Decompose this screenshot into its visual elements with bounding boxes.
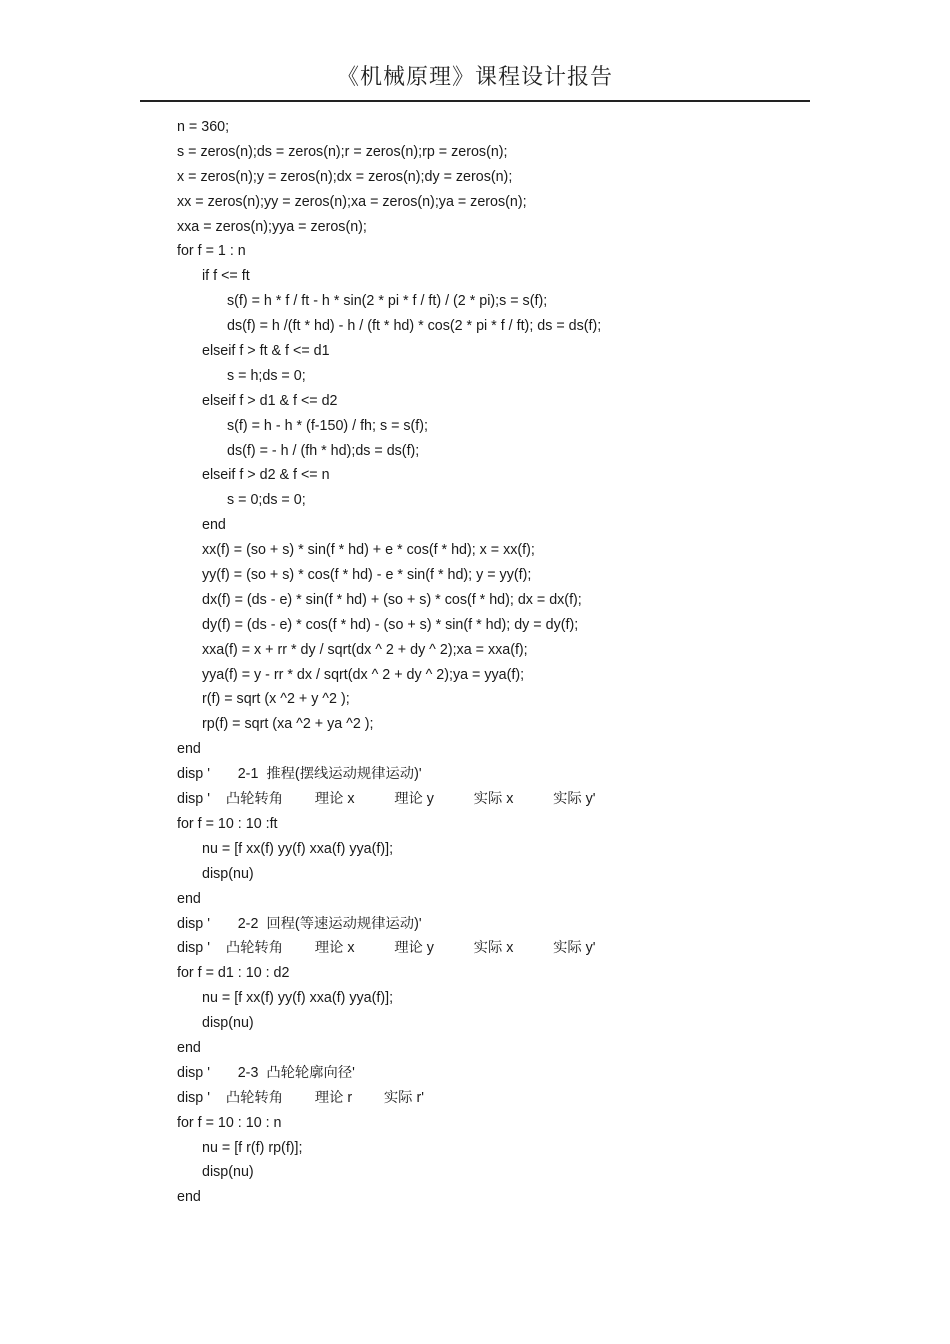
code-line: disp ' 2-1 推程(摆线运动规律运动)': [177, 766, 422, 783]
code-line: end: [177, 741, 201, 758]
code-line: s = h;ds = 0;: [227, 367, 306, 384]
code-line: elseif f > d1 & f <= d2: [202, 392, 338, 409]
code-line: disp ' 2-2 回程(等速运动规律运动)': [177, 915, 422, 932]
code-line: xxa(f) = x + rr * dy / sqrt(dx ^ 2 + dy ^ 2);xa = xxa(f);: [202, 641, 528, 658]
code-line: disp ' 凸轮转角 理论 r 实际 r': [177, 1089, 424, 1106]
code-line: xxa = zeros(n);yya = zeros(n);: [177, 218, 367, 235]
code-line: s = 0;ds = 0;: [227, 492, 306, 509]
code-line: r(f) = sqrt (x ^2 + y ^2 );: [202, 691, 350, 708]
code-line: disp ' 凸轮转角 理论 x 理论 y 实际 x 实际 y': [177, 791, 596, 808]
code-line: nu = [f r(f) rp(f)];: [202, 1139, 303, 1156]
code-line: yy(f) = (so + s) * cos(f * hd) - e * sin(f * hd); y = yy(f);: [202, 567, 532, 584]
code-line: x = zeros(n);y = zeros(n);dx = zeros(n);dy = zeros(n);: [177, 168, 513, 185]
code-line: dy(f) = (ds - e) * cos(f * hd) - (so + s) * sin(f * hd); dy = dy(f);: [202, 616, 579, 633]
code-line: xx = zeros(n);yy = zeros(n);xa = zeros(n);ya = zeros(n);: [177, 193, 527, 210]
page-header: [140, 58, 810, 102]
code-line: rp(f) = sqrt (xa ^2 + ya ^2 );: [202, 716, 374, 733]
page-title: 《机械原理》课程设计报告: [336, 65, 613, 90]
code-line: nu = [f xx(f) yy(f) xxa(f) yya(f)];: [202, 990, 394, 1007]
code-line: s(f) = h - h * (f-150) / fh; s = s(f);: [227, 417, 429, 434]
code-listing: [177, 115, 797, 1210]
code-line: end: [177, 1039, 201, 1056]
code-line: ds(f) = - h / (fh * hd);ds = ds(f);: [227, 442, 420, 459]
code-line: dx(f) = (ds - e) * sin(f * hd) + (so + s) * cos(f * hd); dx = dx(f);: [202, 591, 582, 608]
code-line: if f <= ft: [202, 268, 250, 285]
code-line: elseif f > d2 & f <= n: [202, 467, 330, 484]
code-line: disp(nu): [202, 1015, 254, 1032]
code-line: ds(f) = h /(ft * hd) - h / (ft * hd) * cos(2 * pi * f / ft); ds = ds(f);: [227, 318, 602, 335]
code-line: for f = 1 : n: [177, 243, 246, 260]
code-line: disp ' 2-3 凸轮轮廓向径': [177, 1064, 355, 1081]
code-line: for f = d1 : 10 : d2: [177, 965, 290, 982]
code-line: disp(nu): [202, 865, 254, 882]
code-line: end: [202, 517, 226, 534]
code-line: disp ' 凸轮转角 理论 x 理论 y 实际 x 实际 y': [177, 940, 596, 957]
code-line: nu = [f xx(f) yy(f) xxa(f) yya(f)];: [202, 840, 394, 857]
code-line: end: [177, 890, 201, 907]
code-line: n = 360;: [177, 119, 230, 135]
code-line: s(f) = h * f / ft - h * sin(2 * pi * f / ft) / (2 * pi);s = s(f);: [227, 293, 548, 310]
code-line: elseif f > ft & f <= d1: [202, 343, 330, 360]
code-line: for f = 10 : 10 :ft: [177, 815, 278, 832]
code-line: yya(f) = y - rr * dx / sqrt(dx ^ 2 + dy ^ 2);ya = yya(f);: [202, 666, 525, 683]
code-line: disp(nu): [202, 1164, 254, 1181]
code-line: for f = 10 : 10 : n: [177, 1114, 282, 1131]
code-line: xx(f) = (so + s) * sin(f * hd) + e * cos(f * hd); x = xx(f);: [202, 542, 535, 559]
code-line: s = zeros(n);ds = zeros(n);r = zeros(n);rp = zeros(n);: [177, 143, 508, 160]
code-line: end: [177, 1189, 201, 1206]
